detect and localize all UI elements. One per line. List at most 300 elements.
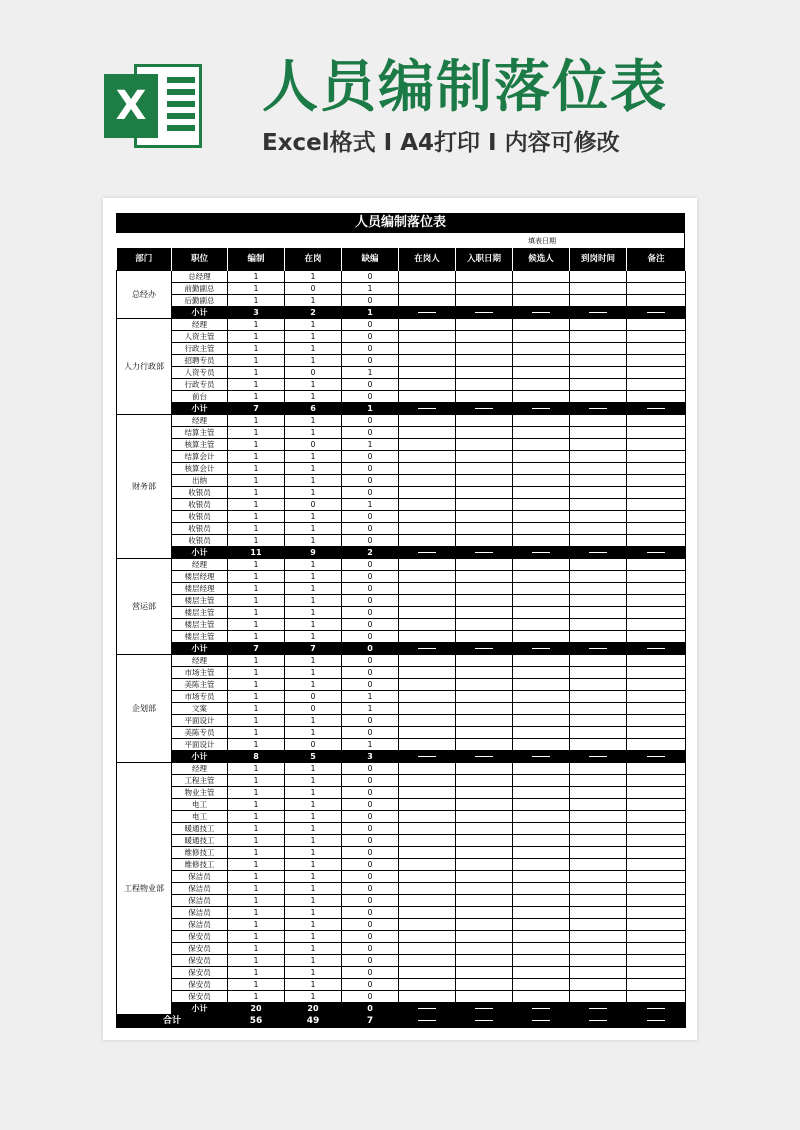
empty-cell [570,631,627,643]
table-cell: 1 [228,967,285,979]
table-cell: 0 [342,559,399,571]
empty-cell [513,799,570,811]
empty-cell [627,979,686,991]
empty-cell [513,319,570,331]
empty-cell [456,451,513,463]
table-row [117,451,686,463]
table-cell: 1 [285,595,342,607]
empty-cell [570,655,627,667]
table-cell: 美陈主管 [172,679,228,691]
empty-cell [513,895,570,907]
empty-cell [627,451,686,463]
table-cell: 维修技工 [172,847,228,859]
dash-mark [647,1020,665,1021]
empty-cell [456,631,513,643]
empty-cell [570,271,627,283]
table-cell: 0 [342,895,399,907]
empty-cell [456,583,513,595]
empty-cell [570,607,627,619]
table-cell: 保洁员 [172,883,228,895]
empty-cell [627,379,686,391]
table-cell: 经理 [172,763,228,775]
empty-cell [627,331,686,343]
empty-cell [399,835,456,847]
empty-cell [456,355,513,367]
page-title: 人员编制落位表 [262,55,668,120]
dash-mark [418,1020,436,1021]
table-cell: 0 [342,415,399,427]
empty-cell [570,355,627,367]
empty-cell [456,763,513,775]
table-cell: 1 [228,499,285,511]
table-cell: 1 [285,379,342,391]
table-cell: 1 [228,511,285,523]
dash-cell [513,1015,570,1028]
table-cell: 1 [285,907,342,919]
empty-cell [570,679,627,691]
empty-cell [627,655,686,667]
department-cell: 财务部 [117,415,172,559]
empty-cell [627,427,686,439]
table-cell: 1 [228,871,285,883]
empty-cell [570,319,627,331]
dash-cell [456,643,513,655]
dash-cell [570,403,627,415]
table-cell: 0 [342,583,399,595]
table-cell: 平面设计 [172,739,228,751]
empty-cell [456,271,513,283]
empty-cell [399,823,456,835]
table-cell: 文案 [172,703,228,715]
empty-cell [627,559,686,571]
empty-cell [627,295,686,307]
empty-cell [627,343,686,355]
table-cell: 1 [228,343,285,355]
empty-cell [399,271,456,283]
empty-cell [456,967,513,979]
empty-cell [627,811,686,823]
dash-cell [399,403,456,415]
empty-cell [456,823,513,835]
empty-cell [513,691,570,703]
empty-cell [456,367,513,379]
table-cell: 1 [228,319,285,331]
empty-cell [570,955,627,967]
table-cell: 1 [285,859,342,871]
empty-cell [570,583,627,595]
column-header: 编制 [228,248,285,271]
table-cell: 楼层主管 [172,607,228,619]
empty-cell [513,271,570,283]
empty-cell [570,439,627,451]
empty-cell [513,763,570,775]
subtotal-cell: 9 [285,547,342,559]
empty-cell [456,415,513,427]
table-cell: 1 [342,739,399,751]
table-row [117,295,686,307]
table-cell: 1 [285,391,342,403]
empty-cell [513,595,570,607]
empty-cell [513,439,570,451]
empty-cell [456,715,513,727]
table-cell: 1 [285,331,342,343]
table-row [117,859,686,871]
empty-cell [627,523,686,535]
table-cell: 1 [228,583,285,595]
empty-cell [627,499,686,511]
table-row [117,763,686,775]
empty-cell [627,715,686,727]
table-row [117,379,686,391]
empty-cell [627,439,686,451]
table-row [117,487,686,499]
empty-cell [627,619,686,631]
empty-cell [570,523,627,535]
table-cell: 1 [285,895,342,907]
table-cell: 保洁员 [172,907,228,919]
empty-cell [513,295,570,307]
empty-cell [513,451,570,463]
table-row [117,991,686,1003]
table-cell: 0 [342,907,399,919]
table-cell: 0 [342,667,399,679]
empty-cell [399,331,456,343]
empty-cell [570,991,627,1003]
subtotal-cell: 1 [342,307,399,319]
table-cell: 1 [228,823,285,835]
table-row [117,439,686,451]
subtotal-cell: 5 [285,751,342,763]
dash-mark [475,1020,493,1021]
subtotal-cell: 1 [342,403,399,415]
table-cell: 1 [285,619,342,631]
empty-cell [513,379,570,391]
table-cell: 核算会计 [172,463,228,475]
table-cell: 保洁员 [172,919,228,931]
table-cell: 1 [285,631,342,643]
total-cell: 7 [342,1015,399,1028]
table-row [117,955,686,967]
empty-cell [399,511,456,523]
empty-cell [456,775,513,787]
empty-cell [456,571,513,583]
subtotal-row [117,307,686,319]
table-cell: 1 [228,607,285,619]
table-cell: 1 [285,295,342,307]
empty-cell [456,787,513,799]
table-cell: 0 [342,991,399,1003]
dash-mark [589,1020,607,1021]
table-row [117,739,686,751]
table-cell: 保安员 [172,979,228,991]
table-cell: 0 [342,811,399,823]
table-cell: 1 [228,283,285,295]
table-row [117,919,686,931]
empty-cell [399,667,456,679]
empty-cell [399,535,456,547]
table-cell: 0 [285,703,342,715]
table-cell: 1 [342,499,399,511]
dash-cell [627,643,686,655]
table-cell: 1 [228,859,285,871]
table-row [117,535,686,547]
empty-cell [627,943,686,955]
empty-cell [570,427,627,439]
empty-cell [399,703,456,715]
table-cell: 1 [342,703,399,715]
dash-cell [456,1015,513,1028]
empty-cell [627,871,686,883]
table-cell: 1 [285,835,342,847]
table-cell: 1 [228,979,285,991]
empty-cell [513,487,570,499]
department-cell: 营运部 [117,559,172,655]
empty-cell [627,727,686,739]
empty-cell [513,463,570,475]
subtotal-row [117,1003,686,1015]
empty-cell [513,391,570,403]
table-cell: 1 [285,799,342,811]
table-cell: 1 [228,895,285,907]
table-cell: 保洁员 [172,895,228,907]
subtotal-row [117,643,686,655]
dash-cell [456,307,513,319]
table-cell: 结算主管 [172,427,228,439]
empty-cell [570,511,627,523]
dash-cell [513,1003,570,1015]
table-row [117,823,686,835]
empty-cell [570,691,627,703]
table-cell: 0 [285,439,342,451]
table-cell: 市场专员 [172,691,228,703]
table-cell: 1 [228,883,285,895]
empty-cell [513,607,570,619]
table-cell: 保安员 [172,967,228,979]
total-cell: 49 [285,1015,342,1028]
table-cell: 0 [342,487,399,499]
table-cell: 0 [342,835,399,847]
table-cell: 1 [285,967,342,979]
table-cell: 1 [228,727,285,739]
table-cell: 1 [228,655,285,667]
table-cell: 楼层主管 [172,619,228,631]
empty-cell [399,679,456,691]
dash-cell [513,547,570,559]
empty-cell [513,847,570,859]
table-cell: 1 [285,943,342,955]
empty-cell [399,463,456,475]
empty-cell [627,679,686,691]
dash-cell [570,547,627,559]
dash-cell [399,1003,456,1015]
table-cell: 1 [228,355,285,367]
table-cell: 收银员 [172,535,228,547]
empty-cell [456,883,513,895]
dash-mark [589,756,607,757]
table-cell: 美陈专员 [172,727,228,739]
document-paper [103,198,697,1040]
department-cell: 工程物业部 [117,763,172,1015]
empty-cell [456,847,513,859]
subtotal-cell: 3 [228,307,285,319]
empty-cell [513,775,570,787]
table-cell: 0 [342,427,399,439]
table-cell: 后勤副总 [172,295,228,307]
table-cell: 1 [285,775,342,787]
empty-cell [570,595,627,607]
table-cell: 电工 [172,811,228,823]
table-cell: 0 [342,763,399,775]
empty-cell [456,427,513,439]
empty-cell [627,763,686,775]
table-cell: 0 [342,715,399,727]
dash-cell [627,1003,686,1015]
table-row [117,391,686,403]
empty-cell [513,679,570,691]
empty-cell [456,607,513,619]
empty-cell [570,463,627,475]
subtotal-label: 小计 [172,403,228,415]
dash-cell [456,403,513,415]
empty-cell [627,475,686,487]
table-cell: 经理 [172,559,228,571]
empty-cell [513,727,570,739]
empty-cell [399,319,456,331]
empty-cell [627,919,686,931]
page-subtitle: Excel格式 I A4打印 I 内容可修改 [262,130,620,156]
fill-date-label: 填表日期 [528,237,556,245]
table-row [117,583,686,595]
empty-cell [627,667,686,679]
empty-cell [399,715,456,727]
table-cell: 1 [285,883,342,895]
empty-cell [513,559,570,571]
dash-mark [475,756,493,757]
empty-cell [570,283,627,295]
table-row [117,703,686,715]
table-cell: 1 [285,991,342,1003]
dash-mark [647,648,665,649]
dash-cell [627,547,686,559]
empty-cell [456,499,513,511]
subtotal-row [117,547,686,559]
table-cell: 1 [228,295,285,307]
dash-cell [513,307,570,319]
empty-cell [399,607,456,619]
table-cell: 0 [342,463,399,475]
empty-cell [399,439,456,451]
empty-cell [627,739,686,751]
dash-mark [418,756,436,757]
subtotal-cell: 7 [228,403,285,415]
empty-cell [456,739,513,751]
empty-cell [627,463,686,475]
table-row [117,907,686,919]
empty-cell [399,619,456,631]
empty-cell [627,931,686,943]
empty-cell [399,895,456,907]
table-cell: 1 [285,487,342,499]
subtotal-cell: 2 [285,307,342,319]
empty-cell [399,631,456,643]
table-cell: 0 [342,823,399,835]
empty-cell [513,979,570,991]
table-cell: 1 [228,595,285,607]
empty-cell [399,787,456,799]
empty-cell [399,979,456,991]
empty-cell [570,367,627,379]
dash-mark [418,1008,436,1009]
empty-cell [456,859,513,871]
total-label: 合计 [117,1015,228,1028]
empty-cell [513,475,570,487]
empty-cell [399,859,456,871]
empty-cell [456,799,513,811]
empty-cell [513,823,570,835]
dash-mark [589,312,607,313]
table-cell: 1 [285,559,342,571]
table-cell: 1 [228,847,285,859]
empty-cell [627,595,686,607]
table-cell: 0 [342,379,399,391]
table-cell: 0 [342,871,399,883]
table-cell: 0 [342,775,399,787]
column-header: 到岗时间 [570,248,627,271]
empty-cell [399,943,456,955]
empty-cell [513,619,570,631]
empty-cell [570,775,627,787]
empty-cell [627,955,686,967]
subtotal-row [117,751,686,763]
table-cell: 行政主管 [172,343,228,355]
table-cell: 0 [342,391,399,403]
department-cell: 人力行政部 [117,319,172,415]
empty-cell [399,427,456,439]
table-cell: 0 [342,859,399,871]
table-cell: 1 [285,655,342,667]
dash-cell [513,403,570,415]
table-cell: 0 [342,943,399,955]
empty-cell [570,571,627,583]
table-cell: 1 [228,799,285,811]
subtotal-cell: 11 [228,547,285,559]
subtotal-cell: 6 [285,403,342,415]
table-cell: 1 [228,919,285,931]
table-cell: 0 [342,331,399,343]
table-cell: 1 [285,463,342,475]
empty-cell [399,367,456,379]
table-row [117,883,686,895]
empty-cell [456,667,513,679]
empty-cell [513,967,570,979]
empty-cell [627,415,686,427]
empty-cell [399,799,456,811]
table-cell: 0 [285,367,342,379]
table-cell: 0 [342,571,399,583]
table-cell: 1 [285,979,342,991]
dash-cell [399,751,456,763]
empty-cell [456,907,513,919]
column-header: 缺编 [342,248,399,271]
column-header: 在岗 [285,248,342,271]
column-header: 备注 [627,248,686,271]
empty-cell [456,343,513,355]
table-cell: 1 [228,715,285,727]
empty-cell [570,787,627,799]
empty-cell [456,295,513,307]
empty-cell [513,427,570,439]
empty-cell [399,379,456,391]
